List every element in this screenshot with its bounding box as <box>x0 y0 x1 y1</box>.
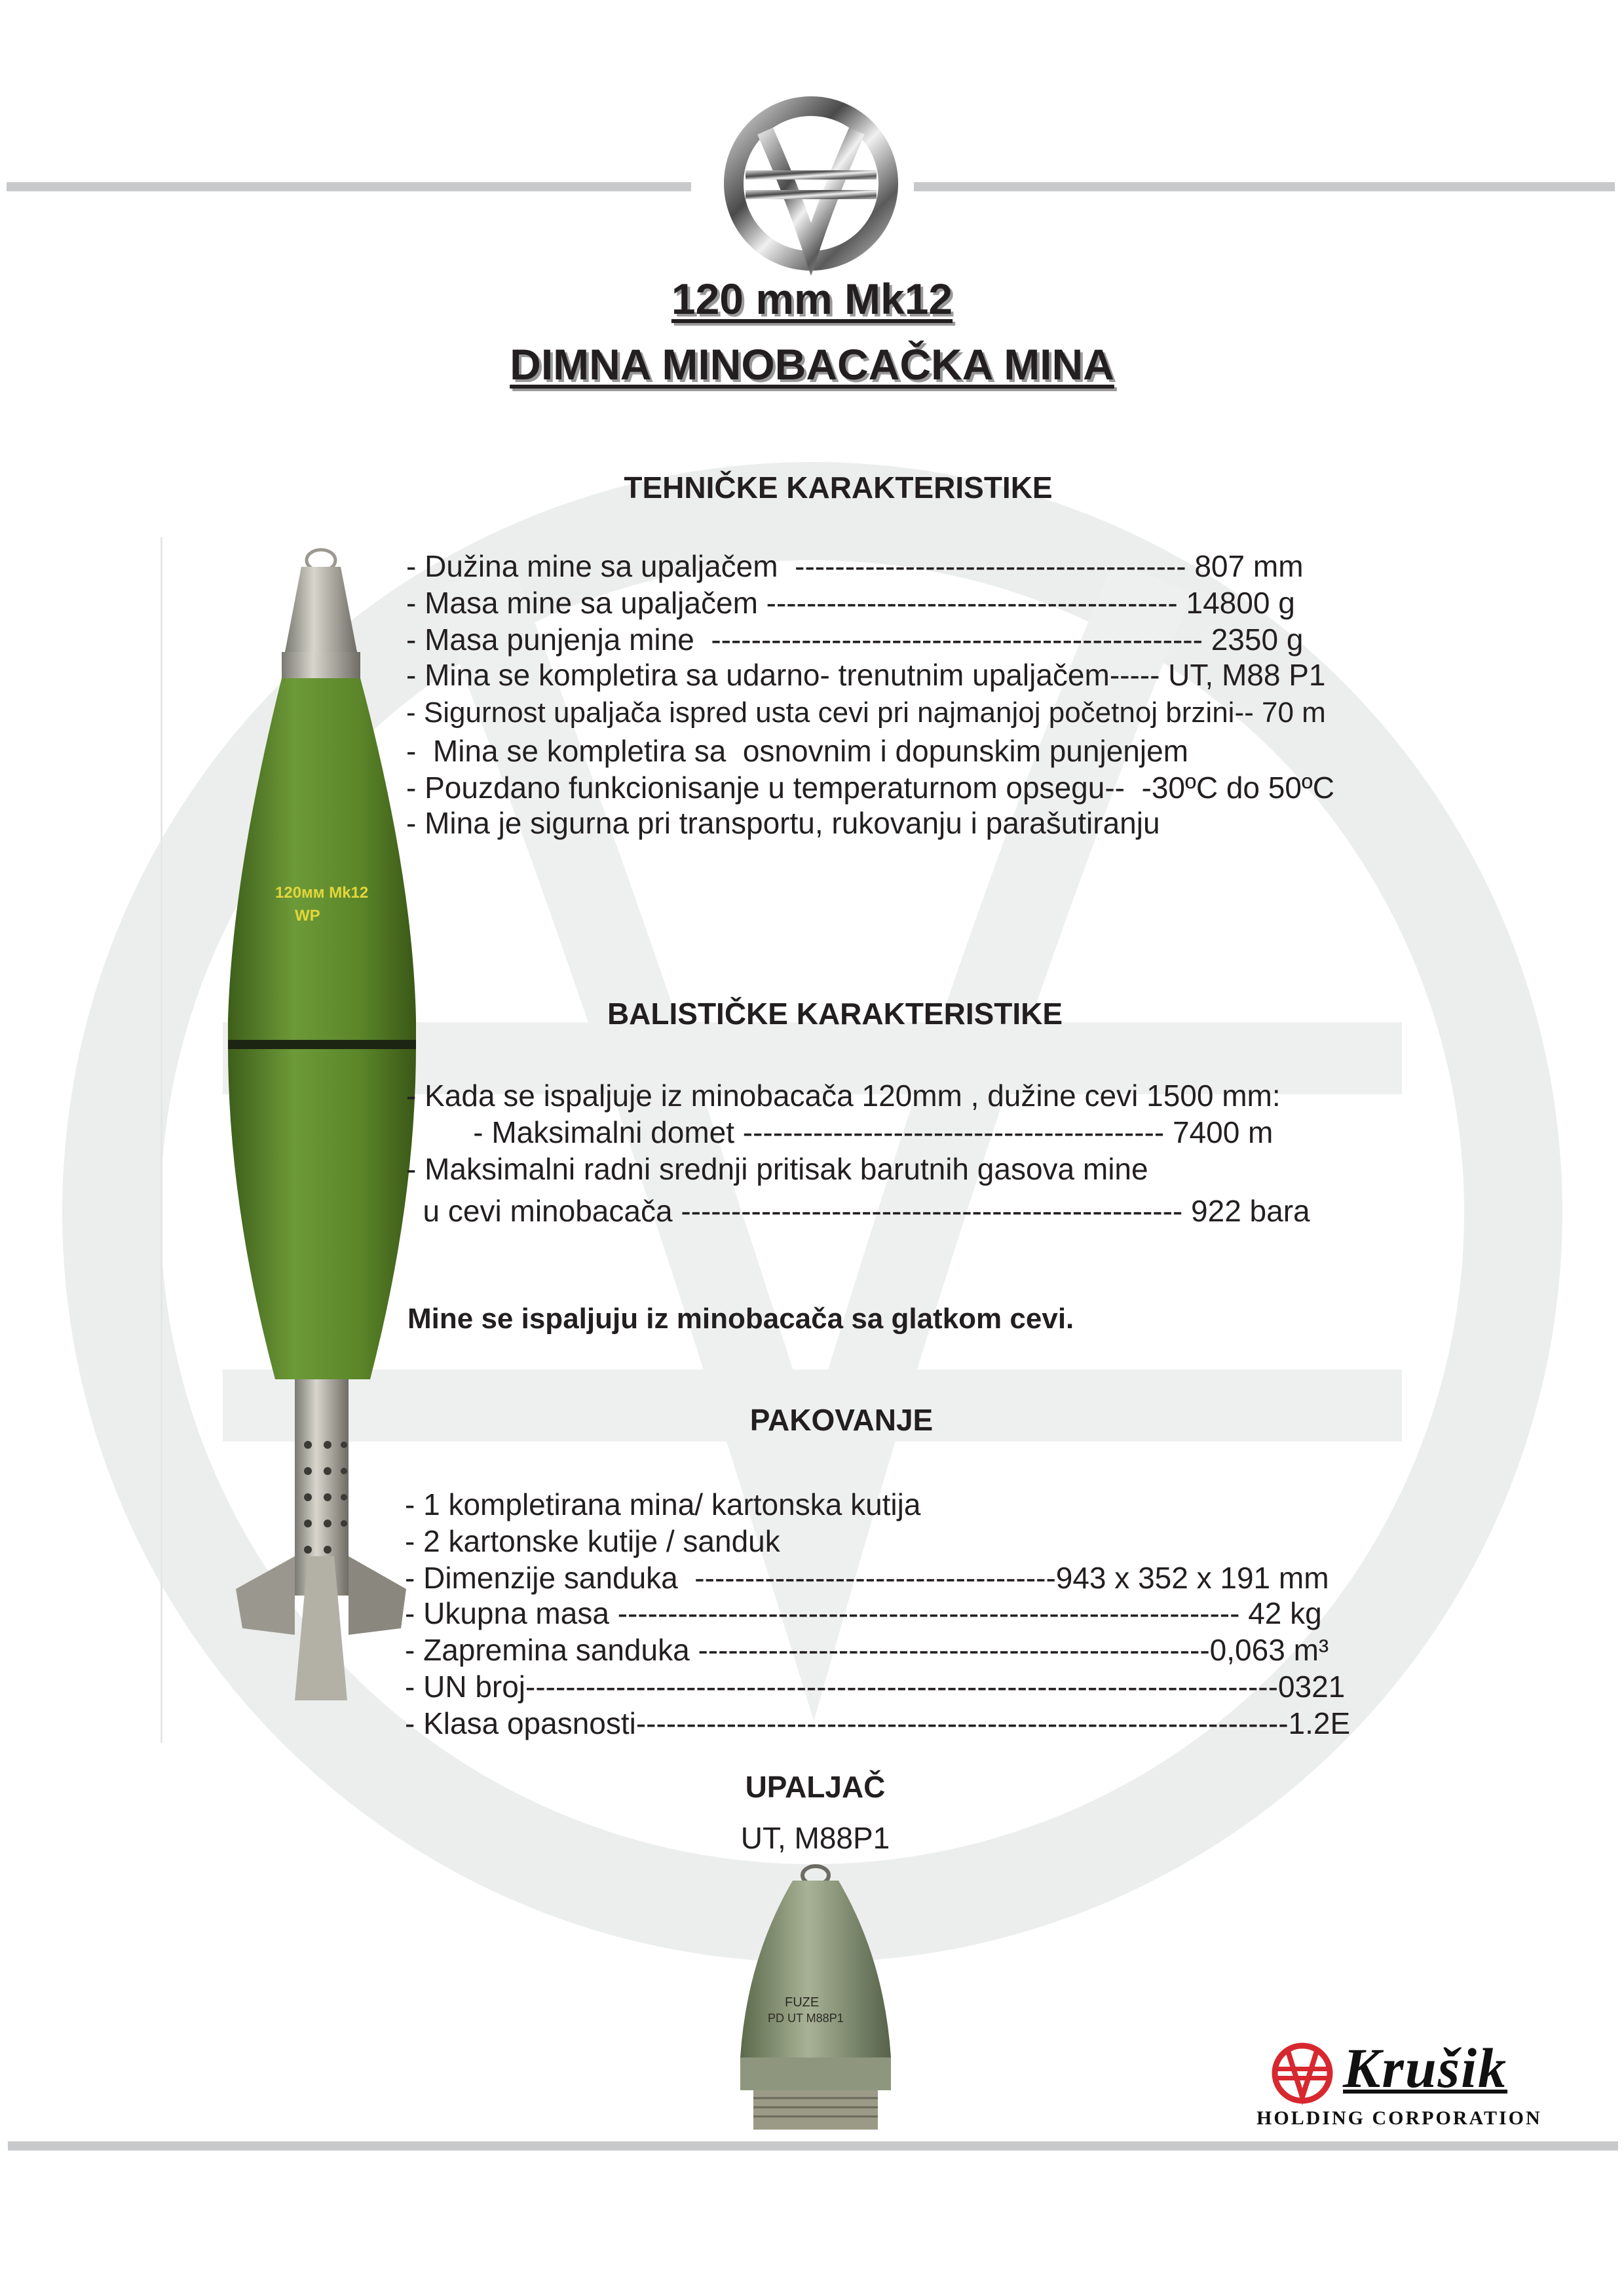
technical-line: - Mina se kompletira sa osnovnim i dopunskim punjenjem <box>406 734 1188 768</box>
ballistic-note: Mine se ispaljuju iz minobacača sa glatkom cevi. <box>407 1303 1074 1335</box>
mortar-shell-image <box>216 547 432 1707</box>
packaging-line: - Dimenzije sanduka ------------------------------------943 x 352 x 191 mm <box>405 1561 1329 1595</box>
company-emblem-icon <box>719 92 903 275</box>
brand-name: Krušik <box>1343 2037 1508 2099</box>
technical-heading: TEHNIČKE KARAKTERISTIKE <box>624 470 1053 505</box>
fuze-marking-line2: PD UT M88P1 <box>768 2012 844 2025</box>
packaging-heading: PAKOVANJE <box>749 1403 934 1437</box>
document-title: 120 mm Mk12 <box>671 275 953 323</box>
product-image-frame <box>161 537 162 1743</box>
top-rule-left <box>7 182 691 191</box>
fuze-image <box>727 1861 897 2136</box>
packaging-line: - Zapremina sanduka ---------------------------------------------------0,063 m³ <box>405 1633 1329 1667</box>
shell-marking-line2: WP <box>295 907 320 925</box>
packaging-line: - Ukupna masa -------------------------------------------------------------- 42 kg <box>405 1596 1322 1630</box>
packaging-line: - UN broj---------------------------------------------------------------------------0321 <box>405 1670 1346 1704</box>
technical-line: - Pouzdano funkcionisanje u temperaturnom opsegu-- -30ºC do 50ºC <box>406 771 1334 805</box>
ballistic-heading: BALISTIČKE KARAKTERISTIKE <box>607 997 1063 1031</box>
fuze-heading: UPALJAČ <box>745 1770 886 1804</box>
ballistic-line: - Maksimalni domet ------------------------------------------ 7400 m <box>406 1115 1274 1149</box>
technical-line: - Dužina mine sa upaljačem --------------------------------------- 807 mm <box>406 549 1304 583</box>
technical-line: - Mina je sigurna pri transportu, rukovanju i parašutiranju <box>406 806 1160 840</box>
fuze-marking-line1: FUZE <box>785 1995 820 2010</box>
technical-line: - Mina se kompletira sa udarno- trenutnim upaljačem----- UT, M88 P1 <box>406 658 1326 692</box>
krusik-logo-icon <box>1270 2040 1335 2106</box>
technical-line: - Masa punjenja mine ------------------------------------------------- 2350 g <box>406 622 1304 657</box>
fuze-model: UT, M88P1 <box>740 1821 890 1855</box>
ballistic-line: - Maksimalni radni srednji pritisak barutnih gasova mine <box>406 1152 1148 1186</box>
technical-line: - Sigurnost upaljača ispred usta cevi pri najmanjoj početnoj brzini-- 70 m <box>406 697 1326 729</box>
packaging-line: - 1 kompletirana mina/ kartonska kutija <box>405 1487 921 1521</box>
bottom-rule <box>8 2141 1618 2151</box>
packaging-line: - Klasa opasnosti-----------------------------------------------------------------1.2E <box>405 1706 1351 1740</box>
packaging-line: - 2 kartonske kutije / sanduk <box>405 1524 780 1558</box>
top-rule-right <box>914 182 1615 191</box>
brand-subtitle: HOLDING CORPORATION <box>1256 2107 1542 2129</box>
shell-marking-line1: 120мм Mk12 <box>275 884 369 902</box>
ballistic-line: u cevi minobacača -------------------------------------------------- 922 bara <box>406 1194 1310 1228</box>
document-subtitle: DIMNA MINOBACAČKA MINA <box>510 340 1114 389</box>
ballistic-line: - Kada se ispaljuje iz minobacača 120mm , dužine cevi 1500 mm: <box>406 1079 1281 1113</box>
technical-line: - Masa mine sa upaljačem ----------------------------------------- 14800 g <box>406 586 1295 620</box>
